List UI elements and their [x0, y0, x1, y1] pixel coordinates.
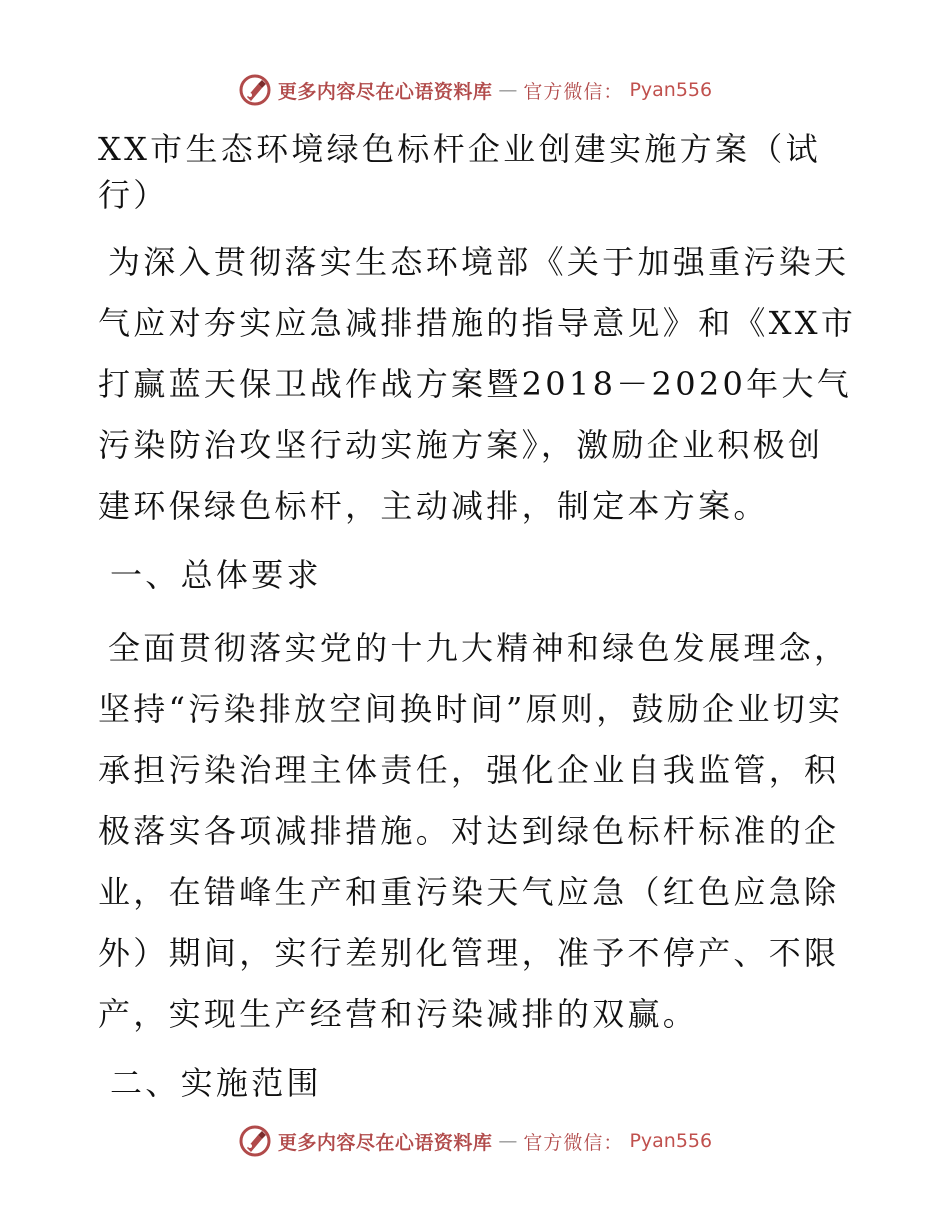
watermark-wechat-id: Pyan556: [629, 79, 713, 101]
section-heading-general-requirements: 一、总体要求: [110, 556, 322, 594]
watermark-footer: [0, 1121, 950, 1161]
watermark-text: 更多内容尽在心语资料库: [277, 80, 493, 103]
watermark-official-label: 官方微信：: [523, 80, 624, 103]
watermark-text: 更多内容尽在心语资料库: [277, 1131, 493, 1154]
intro-paragraph: 为深入贯彻落实生态环境部《关于加强重污染天气应对夯实应急减排措施的指导意见》和《XX市打赢蓝天保卫战作战方案暨2018－2020年大气污染防治攻坚行动实施方案》，激励企业积极创建环保绿色标杆，主动减排，制定本方案。: [98, 243, 857, 525]
document-body: [98, 126, 858, 1126]
watermark-dash: —: [498, 79, 518, 101]
general-requirements-paragraph: 全面贯彻落实党的十九大精神和绿色发展理念，坚持“污染排放空间换时间”原则，鼓励企业切实承担污染治理主体责任，强化企业自我监管，积极落实各项减排措施。对达到绿色标杆标准的企业，在错峰生产和重污染天气应急（红色应急除外）期间，实行差别化管理，准予不停产、不限产，实现生产经营和污染减排的双赢。: [98, 629, 850, 1033]
watermark-header: [0, 70, 950, 110]
watermark-wechat-id: Pyan556: [629, 1130, 713, 1152]
pen-logo-icon: [238, 73, 272, 107]
watermark-official-label: 官方微信：: [523, 1131, 624, 1154]
pen-logo-icon: [238, 1124, 272, 1158]
document-title: XX市生态环境绿色标杆企业创建实施方案（试行）: [98, 130, 821, 214]
watermark-dash: —: [498, 1130, 518, 1152]
section-heading-scope: 二、实施范围: [110, 1064, 322, 1102]
